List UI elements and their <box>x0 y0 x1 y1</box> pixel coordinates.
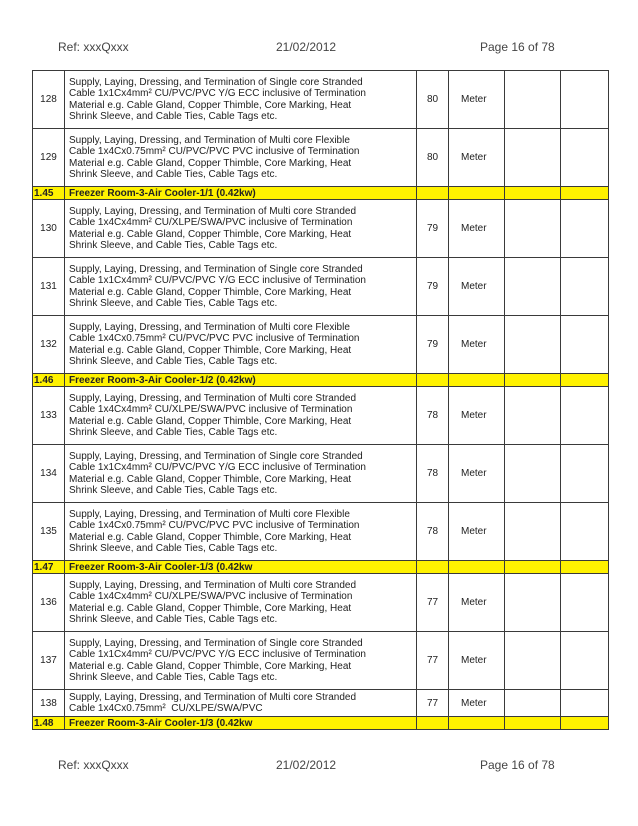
item-amount <box>561 71 609 129</box>
page-number: Page 16 of 78 <box>480 758 555 772</box>
item-rate <box>505 129 561 187</box>
item-unit: Meter <box>449 574 505 632</box>
section-heading-row <box>33 561 609 574</box>
table-row <box>33 503 609 561</box>
item-number: 133 <box>33 387 65 445</box>
item-unit: Meter <box>449 200 505 258</box>
item-quantity: 77 <box>417 574 449 632</box>
table-row <box>33 574 609 632</box>
document-reference: Ref: xxxQxxx <box>58 40 129 54</box>
item-description: Supply, Laying, Dressing, and Termination of Single core Stranded Cable 1x1Cx4mm² CU/PVC/PVC Y/G ECC inclusive of Termination Material e.g. Cable Gland, Copper Thimble, Core Marking, Heat Shrink Sleeve, and Cable Ties, Cable Tags etc. <box>65 445 417 503</box>
item-description: Freezer Room-3-Air Cooler-1/1 (0.42kw) <box>65 187 417 200</box>
item-number: 135 <box>33 503 65 561</box>
document-date: 21/02/2012 <box>276 40 337 54</box>
item-amount <box>561 387 609 445</box>
item-rate <box>505 200 561 258</box>
item-quantity: 78 <box>417 387 449 445</box>
item-quantity: 79 <box>417 200 449 258</box>
item-rate <box>505 374 561 387</box>
item-number: 1.46 <box>33 374 65 387</box>
section-heading-row <box>33 374 609 387</box>
item-number: 129 <box>33 129 65 187</box>
item-rate <box>505 503 561 561</box>
item-unit: Meter <box>449 503 505 561</box>
item-rate <box>505 690 561 717</box>
item-number: 136 <box>33 574 65 632</box>
item-unit: Meter <box>449 690 505 717</box>
item-amount <box>561 187 609 200</box>
item-description: Freezer Room-3-Air Cooler-1/2 (0.42kw) <box>65 374 417 387</box>
item-rate <box>505 387 561 445</box>
item-description: Supply, Laying, Dressing, and Termination of Multi core Flexible Cable 1x4Cx0.75mm² CU/PVC/PVC PVC inclusive of Termination Material e.g. Cable Gland, Copper Thimble, Core Marking, Heat Shrink Sleeve, and Cable Ties, Cable Tags etc. <box>65 129 417 187</box>
item-amount <box>561 200 609 258</box>
table-row <box>33 690 609 717</box>
item-rate <box>505 71 561 129</box>
item-quantity: 78 <box>417 503 449 561</box>
item-quantity <box>417 374 449 387</box>
item-quantity: 77 <box>417 690 449 717</box>
item-rate <box>505 632 561 690</box>
item-amount <box>561 690 609 717</box>
item-quantity: 79 <box>417 258 449 316</box>
item-number: 1.45 <box>33 187 65 200</box>
section-heading-row <box>33 187 609 200</box>
item-amount <box>561 503 609 561</box>
item-rate <box>505 717 561 730</box>
item-number: 134 <box>33 445 65 503</box>
item-unit <box>449 374 505 387</box>
item-number: 132 <box>33 316 65 374</box>
table-body <box>33 71 609 730</box>
table-row <box>33 258 609 316</box>
table-row <box>33 129 609 187</box>
item-amount <box>561 574 609 632</box>
item-description: Freezer Room-3-Air Cooler-1/3 (0.42kw <box>65 717 417 730</box>
table-row <box>33 445 609 503</box>
table-row <box>33 200 609 258</box>
item-description: Supply, Laying, Dressing, and Termination of Multi core Flexible Cable 1x4Cx0.75mm² CU/PVC/PVC PVC inclusive of Termination Material e.g. Cable Gland, Copper Thimble, Core Marking, Heat Shrink Sleeve, and Cable Ties, Cable Tags etc. <box>65 316 417 374</box>
item-unit: Meter <box>449 258 505 316</box>
item-number: 131 <box>33 258 65 316</box>
page-header <box>0 40 638 60</box>
item-quantity: 80 <box>417 129 449 187</box>
table-row <box>33 387 609 445</box>
item-unit <box>449 561 505 574</box>
item-number: 1.47 <box>33 561 65 574</box>
item-number: 128 <box>33 71 65 129</box>
item-description: Supply, Laying, Dressing, and Termination of Multi core Stranded Cable 1x4Cx4mm² CU/XLPE/SWA/PVC inclusive of Termination Material e.g. Cable Gland, Copper Thimble, Core Marking, Heat Shrink Sleeve, and Cable Ties, Cable Tags etc. <box>65 200 417 258</box>
table-row <box>33 71 609 129</box>
item-number: 130 <box>33 200 65 258</box>
page-number: Page 16 of 78 <box>480 40 555 54</box>
item-unit <box>449 717 505 730</box>
item-amount <box>561 374 609 387</box>
item-quantity: 80 <box>417 71 449 129</box>
item-amount <box>561 445 609 503</box>
item-description: Supply, Laying, Dressing, and Termination of Multi core Stranded Cable 1x4Cx4mm² CU/XLPE/SWA/PVC inclusive of Termination Material e.g. Cable Gland, Copper Thimble, Core Marking, Heat Shrink Sleeve, and Cable Ties, Cable Tags etc. <box>65 574 417 632</box>
item-number: 1.48 <box>33 717 65 730</box>
item-description: Freezer Room-3-Air Cooler-1/3 (0.42kw <box>65 561 417 574</box>
document-reference: Ref: xxxQxxx <box>58 758 129 772</box>
item-quantity: 77 <box>417 632 449 690</box>
item-quantity <box>417 717 449 730</box>
table-row <box>33 632 609 690</box>
item-unit: Meter <box>449 129 505 187</box>
item-description: Supply, Laying, Dressing, and Termination of Multi core Flexible Cable 1x4Cx0.75mm² CU/PVC/PVC PVC inclusive of Termination Material e.g. Cable Gland, Copper Thimble, Core Marking, Heat Shrink Sleeve, and Cable Ties, Cable Tags etc. <box>65 503 417 561</box>
item-unit: Meter <box>449 387 505 445</box>
item-rate <box>505 561 561 574</box>
item-number: 138 <box>33 690 65 717</box>
item-rate <box>505 316 561 374</box>
bill-of-quantities-table <box>32 70 609 730</box>
item-rate <box>505 445 561 503</box>
item-description: Supply, Laying, Dressing, and Termination of Single core Stranded Cable 1x1Cx4mm² CU/PVC/PVC Y/G ECC inclusive of Termination Material e.g. Cable Gland, Copper Thimble, Core Marking, Heat Shrink Sleeve, and Cable Ties, Cable Tags etc. <box>65 258 417 316</box>
item-quantity <box>417 187 449 200</box>
item-rate <box>505 258 561 316</box>
item-amount <box>561 717 609 730</box>
section-heading-row <box>33 717 609 730</box>
item-unit <box>449 187 505 200</box>
item-unit: Meter <box>449 71 505 129</box>
item-amount <box>561 561 609 574</box>
item-description: Supply, Laying, Dressing, and Termination of Multi core Stranded Cable 1x4Cx0.75mm² CU/XLPE/SWA/PVC <box>65 690 417 717</box>
item-unit: Meter <box>449 632 505 690</box>
item-amount <box>561 316 609 374</box>
item-rate <box>505 187 561 200</box>
item-number: 137 <box>33 632 65 690</box>
table-row <box>33 316 609 374</box>
item-description: Supply, Laying, Dressing, and Termination of Single core Stranded Cable 1x1Cx4mm² CU/PVC/PVC Y/G ECC inclusive of Termination Material e.g. Cable Gland, Copper Thimble, Core Marking, Heat Shrink Sleeve, and Cable Ties, Cable Tags etc. <box>65 632 417 690</box>
item-quantity: 79 <box>417 316 449 374</box>
item-amount <box>561 632 609 690</box>
item-amount <box>561 258 609 316</box>
item-quantity <box>417 561 449 574</box>
item-unit: Meter <box>449 316 505 374</box>
page-footer <box>0 758 638 778</box>
item-description: Supply, Laying, Dressing, and Termination of Multi core Stranded Cable 1x4Cx4mm² CU/XLPE/SWA/PVC inclusive of Termination Material e.g. Cable Gland, Copper Thimble, Core Marking, Heat Shrink Sleeve, and Cable Ties, Cable Tags etc. <box>65 387 417 445</box>
item-amount <box>561 129 609 187</box>
item-unit: Meter <box>449 445 505 503</box>
item-quantity: 78 <box>417 445 449 503</box>
item-rate <box>505 574 561 632</box>
document-date: 21/02/2012 <box>276 758 337 772</box>
item-description: Supply, Laying, Dressing, and Termination of Single core Stranded Cable 1x1Cx4mm² CU/PVC/PVC Y/G ECC inclusive of Termination Material e.g. Cable Gland, Copper Thimble, Core Marking, Heat Shrink Sleeve, and Cable Ties, Cable Tags etc. <box>65 71 417 129</box>
